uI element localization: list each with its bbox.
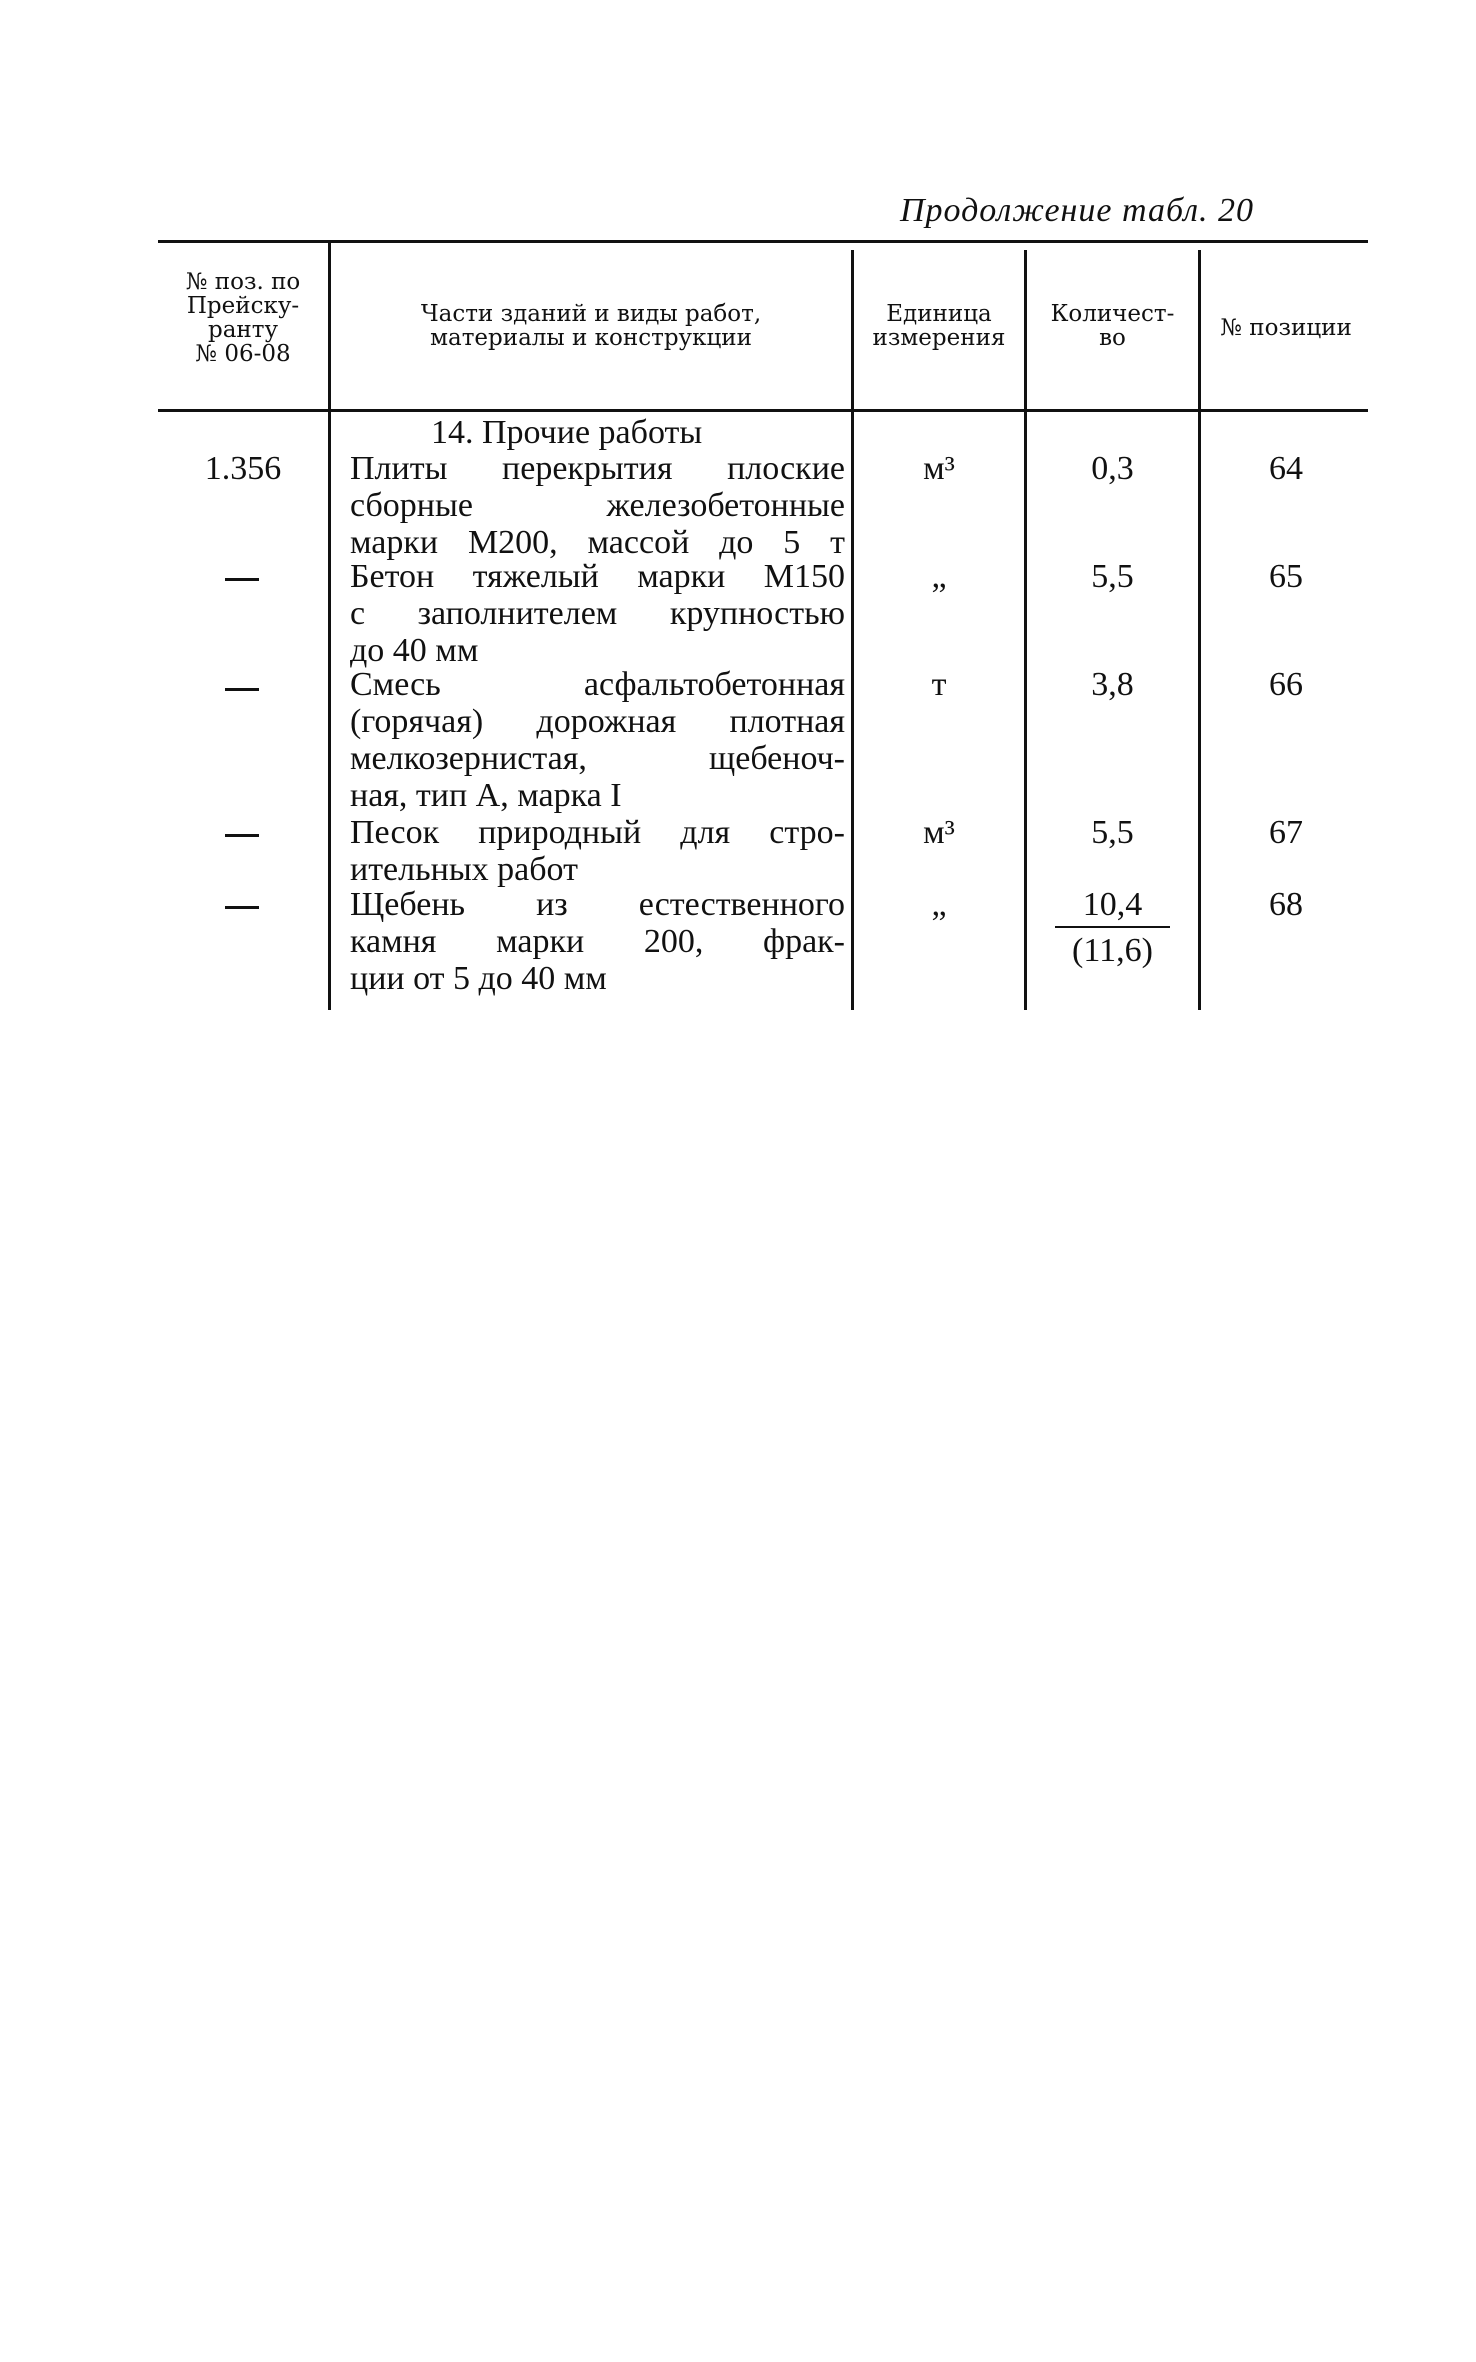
row-2-qty: 5,5 — [1091, 558, 1134, 595]
row-3-unit: т — [931, 666, 947, 703]
row-1-qty: 0,3 — [1091, 450, 1134, 487]
row-3-line: (горячая) дорожная плотная — [350, 703, 845, 740]
header-qty-line: Количест- — [1050, 301, 1175, 327]
header-pos-line: № 06-08 — [195, 341, 291, 367]
header-pos-line: Прейску- — [186, 293, 300, 319]
row-5-unit: „ — [931, 886, 947, 923]
row-1-position: 64 — [1269, 450, 1303, 487]
row-1-line: Плиты перекрытия плоские — [350, 450, 845, 487]
table-top-rule — [158, 240, 1368, 243]
row-1-pos: 1.356 — [204, 450, 282, 487]
row-4-qty: 5,5 — [1091, 814, 1134, 851]
header-unit-line: Единица — [886, 301, 992, 327]
row-3-pos-dash — [225, 688, 259, 691]
row-3-line: Смесь асфальтобетонная — [350, 666, 845, 703]
header-position: № позиции — [1220, 315, 1352, 341]
row-1-unit: м³ — [923, 450, 955, 487]
row-1-line: марки М200, массой до 5 т — [350, 524, 845, 561]
row-3-line: ная, тип А, марка I — [350, 777, 622, 814]
row-5-qty-alt: (11,6) — [1072, 932, 1153, 969]
row-5-position: 68 — [1269, 886, 1303, 923]
section-title: 14. Прочие работы — [431, 414, 703, 451]
row-1-description — [350, 450, 845, 561]
row-5-line: ции от 5 до 40 мм — [350, 960, 607, 997]
row-5-qty-fraction-bar — [1055, 926, 1170, 928]
row-2-position: 65 — [1269, 558, 1303, 595]
header-qty — [1027, 302, 1198, 350]
row-4-line: Песок природный для стро- — [350, 814, 845, 851]
header-unit — [854, 302, 1024, 350]
header-pos-line: ранту — [207, 317, 279, 343]
header-unit-line: измерения — [872, 325, 1006, 351]
row-4-unit: м³ — [923, 814, 955, 851]
row-4-description — [350, 814, 845, 888]
header-parts-line: Части зданий и виды работ, — [420, 301, 762, 327]
row-5-description — [350, 886, 845, 997]
row-3-position: 66 — [1269, 666, 1303, 703]
row-5-line: камня марки 200, фрак- — [350, 923, 845, 960]
header-parts — [331, 302, 851, 350]
row-4-pos-dash — [225, 834, 259, 837]
row-2-line: с заполнителем крупностью — [350, 595, 845, 632]
row-5-qty: 10,4 — [1082, 886, 1143, 923]
table-caption: Продолжение табл. 20 — [900, 192, 1255, 229]
row-3-line: мелкозернистая, щебеноч- — [350, 740, 845, 777]
header-parts-line: материалы и конструкции — [430, 325, 752, 351]
row-3-description — [350, 666, 845, 814]
row-5-line: Щебень из естественного — [350, 886, 845, 923]
row-2-unit: „ — [931, 558, 947, 595]
col-divider-1 — [328, 242, 331, 1010]
row-1-line: сборные железобетонные — [350, 487, 845, 524]
row-2-pos-dash — [225, 578, 259, 581]
row-5-pos-dash — [225, 906, 259, 909]
header-pos — [158, 270, 328, 366]
row-2-description — [350, 558, 845, 669]
header-pos-line: № поз. по — [185, 269, 301, 295]
row-4-position: 67 — [1269, 814, 1303, 851]
row-2-line: до 40 мм — [350, 632, 479, 669]
header-qty-line: во — [1099, 325, 1126, 351]
header-bottom-rule — [158, 409, 1368, 412]
row-3-qty: 3,8 — [1091, 666, 1134, 703]
row-2-line: Бетон тяжелый марки М150 — [350, 558, 845, 595]
row-4-line: ительных работ — [350, 851, 578, 888]
